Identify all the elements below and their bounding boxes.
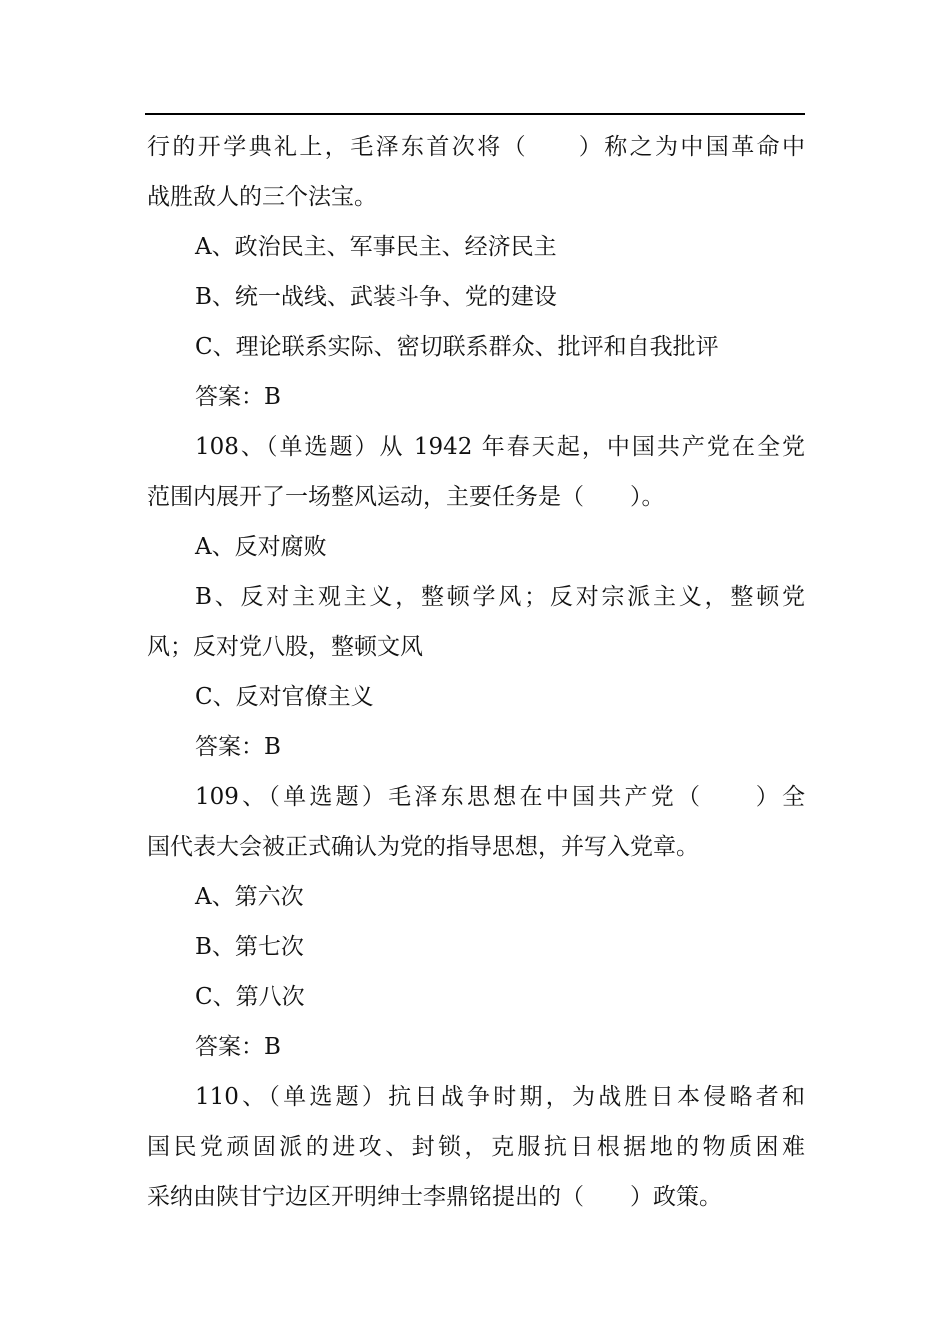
question-107-option-b: B、统一战线、武装斗争、党的建设 <box>195 284 557 310</box>
question-107-option-a: A、政治民主、军事民主、经济民主 <box>195 234 557 260</box>
question-107-answer: 答案：B <box>195 384 281 410</box>
question-107-stem-line-1: 行的开学典礼上，毛泽东首次将（ ）称之为中国革命中 <box>147 134 805 160</box>
question-108-option-b-line-1: B、反对主观主义，整顿学风；反对宗派主义，整顿党 <box>195 584 805 610</box>
header-rule <box>145 113 805 115</box>
document-body <box>147 122 805 1222</box>
question-110-stem-line-1: 110、（单选题）抗日战争时期，为战胜日本侵略者和 <box>195 1084 805 1110</box>
question-109-answer: 答案：B <box>195 1034 281 1060</box>
question-108-stem-line-1: 108、（单选题）从 1942 年春天起，中国共产党在全党 <box>195 434 805 460</box>
question-107-stem-line-2: 战胜敌人的三个法宝。 <box>147 184 377 210</box>
question-108-answer: 答案：B <box>195 734 281 760</box>
question-109-option-b: B、第七次 <box>195 934 304 960</box>
question-110-stem-line-3: 采纳由陕甘宁边区开明绅士李鼎铭提出的（ ）政策。 <box>147 1184 722 1210</box>
question-109-stem-line-1: 109、（单选题）毛泽东思想在中国共产党（ ）全 <box>195 784 805 810</box>
question-108-option-a: A、反对腐败 <box>195 534 327 560</box>
question-110-stem-line-2: 国民党顽固派的进攻、封锁，克服抗日根据地的物质困难 <box>147 1134 805 1160</box>
question-108-option-b-line-2: 风；反对党八股，整顿文风 <box>147 634 423 660</box>
question-109-option-a: A、第六次 <box>195 884 304 910</box>
question-108-stem-line-2: 范围内展开了一场整风运动，主要任务是（ ）。 <box>147 484 665 510</box>
question-108-option-c: C、反对官僚主义 <box>195 684 374 710</box>
question-107-option-c: C、理论联系实际、密切联系群众、批评和自我批评 <box>195 334 719 360</box>
question-109-option-c: C、第八次 <box>195 984 305 1010</box>
question-109-stem-line-2: 国代表大会被正式确认为党的指导思想，并写入党章。 <box>147 834 699 860</box>
